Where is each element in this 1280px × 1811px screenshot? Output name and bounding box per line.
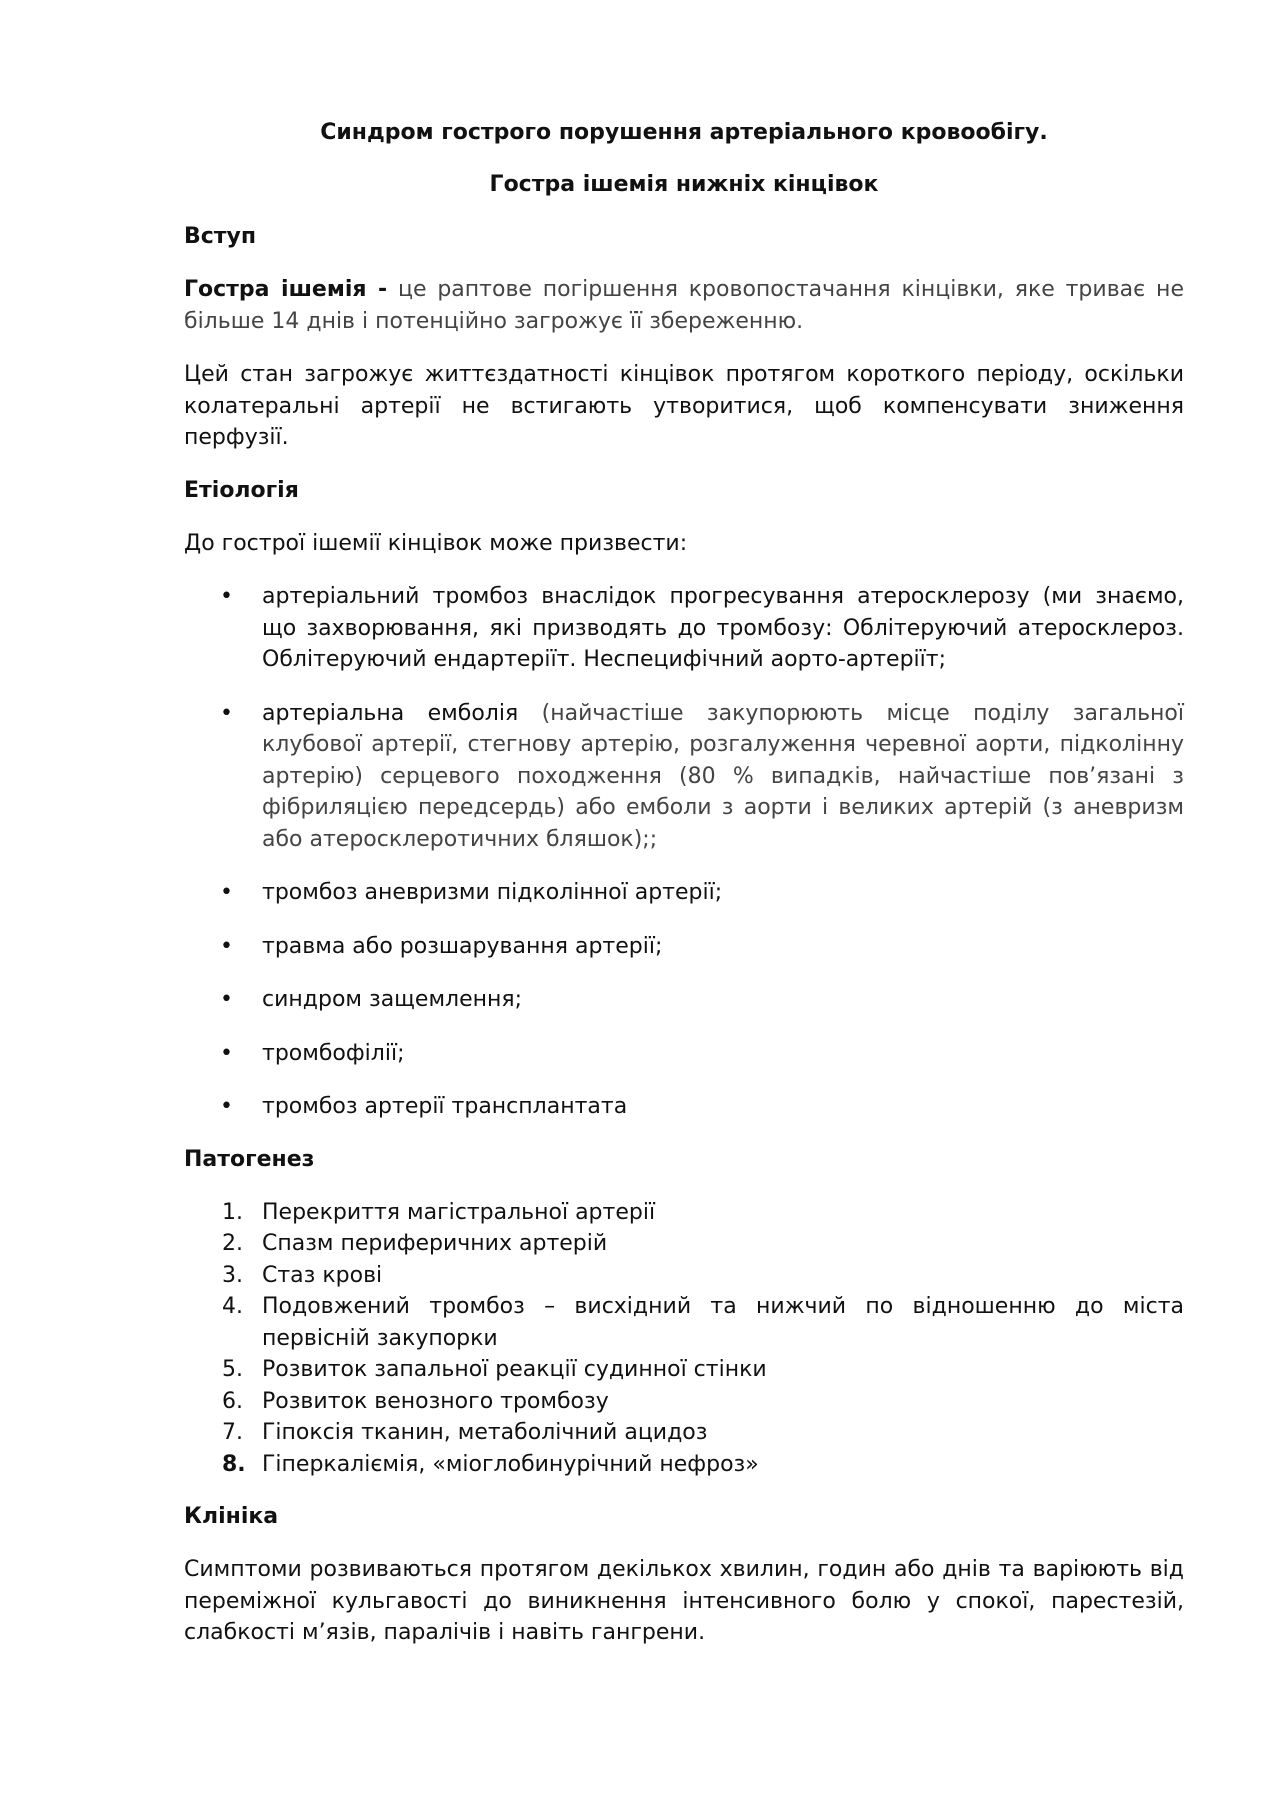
list-number: 4. [222,1294,243,1319]
list-item [184,1228,1184,1260]
pathogenesis-list [184,1197,1184,1481]
list-item [184,1386,1184,1418]
list-item [184,581,1184,676]
bullet-icon: • [220,933,233,959]
list-number: 6. [222,1388,243,1414]
intro-paragraph: Цей стан загрожує життєздатності кінцівок протягом короткого періоду, оскільки колатеральні артерії не встигають утворитися, щоб компенсувати зниження перфузії. [184,362,1184,450]
list-item-text: Стаз крові [262,1262,383,1288]
list-number: 1. [222,1199,243,1225]
definition-text: це раптове погіршення кровопостачання кінцівки, яке триває не більше 14 днів і потенційно загрожує її збереженню. [184,277,1184,334]
list-number: 5. [222,1357,243,1382]
list-item-text: Розвиток запальної реакції судинної стінки [262,1357,767,1382]
list-number: 7. [222,1420,243,1445]
document-page [184,118,1184,1671]
list-item [184,1091,1184,1123]
list-number: 2. [222,1231,243,1256]
list-item [184,984,1184,1016]
list-item [184,698,1184,856]
list-item-text: Перекриття магістральної артерії [262,1199,656,1225]
list-item [184,1260,1184,1292]
list-item-text: синдром защемлення; [262,987,523,1012]
list-item [184,1038,1184,1070]
list-item [184,1354,1184,1386]
list-item [184,1449,1184,1481]
list-item-text: артеріальна емболія [262,700,519,726]
bullet-icon: • [220,584,233,609]
list-item-text: Розвиток венозного тромбозу [262,1388,609,1414]
heading-etiology: Етіологія [184,477,299,503]
list-item-text: Спазм периферичних артерій [262,1231,608,1256]
list-item-text: травма або розшарування артерії; [262,933,663,959]
list-number: 8. [222,1451,246,1477]
list-item [184,1417,1184,1449]
heading-pathogenesis: Патогенез [184,1146,315,1172]
document-title-line1: Синдром гострого порушення артеріального кровообігу. [320,120,1048,145]
intro-definition [184,274,1184,337]
list-item [184,931,1184,963]
etiology-lead: До гострої ішемії кінцівок може призвести: [184,530,688,556]
bullet-icon: • [220,1094,233,1119]
bullet-icon: • [220,700,233,726]
heading-clinic: Клініка [184,1504,279,1529]
list-item-text: артеріальний тромбоз внаслідок прогресування атеросклерозу (ми знаємо, що захворювання, які призводять до тромбозу: Облітеруючий атеросклероз. Облітеруючий ендартеріїт. Неспецифічний аорто-артеріїт; [262,584,1184,672]
definition-term: Гостра ішемія - [184,277,388,302]
list-item-text: Подовжений тромбоз – висхідний та нижчий по відношенню до міста первісній закупорки [262,1294,1184,1351]
bullet-icon: • [220,1040,233,1066]
clinic-paragraph: Симптоми розвиваються протягом декількох хвилин, годин або днів та варіюють від переміжної кульгавості до виникнення інтенсивного болю у спокої, парестезій, слабкості м’язів, паралічів і навіть гангрени. [184,1557,1184,1645]
list-item-text: тромбоз аневризми підколінної артерії; [262,880,723,905]
document-title-line2: Гостра ішемія нижніх кінцівок [489,172,879,197]
list-item [184,1291,1184,1354]
list-item-text: Гіперкаліємія, «міоглобинурічний нефроз» [262,1451,759,1477]
list-item [184,877,1184,909]
bullet-icon: • [220,987,233,1012]
etiology-list [184,581,1184,1123]
list-item-text: тромбофілії; [262,1040,405,1066]
heading-intro: Вступ [184,224,257,249]
list-item-text: тромбоз артерії трансплантата [262,1094,628,1119]
bullet-icon: • [220,880,233,905]
list-item-text: Гіпоксія тканин, метаболічний ацидоз [262,1420,708,1445]
list-item [184,1197,1184,1229]
list-number: 3. [222,1262,243,1288]
list-item-detail: (найчастіше закупорюють місце поділу загальної клубової артерії, стегнову артерію, розгалуження черевної аорти, підколінну артерію) серцевого походження (80 % випадків, найчастіше пов’язані з фібриляцією передсердь) або емболи з аорти і великих артерій (з аневризм або атеросклеротичних бляшок);; [262,700,1184,852]
